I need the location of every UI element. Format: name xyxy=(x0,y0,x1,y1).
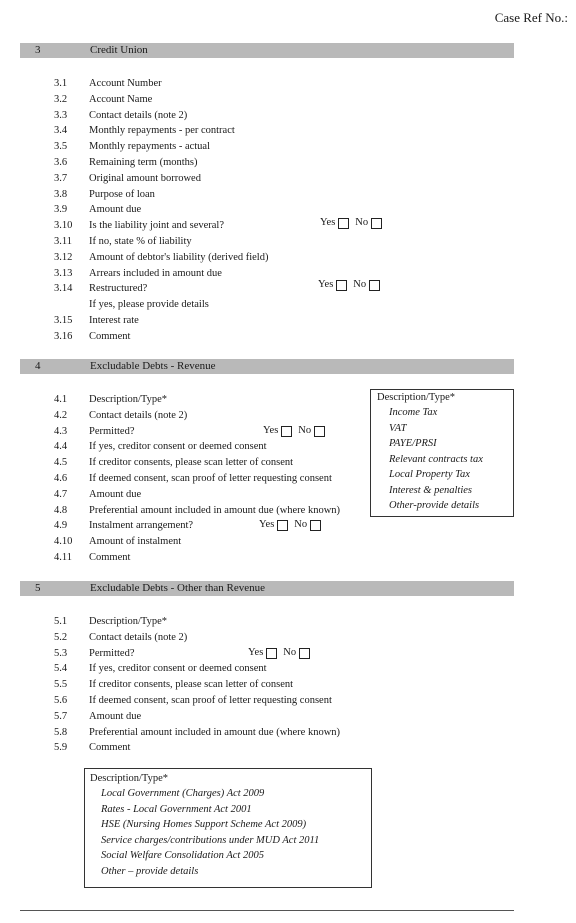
item-label: If no, state % of liability xyxy=(89,236,192,247)
item-number: 4.11 xyxy=(54,552,72,563)
item-number: 5.1 xyxy=(54,616,68,627)
item-label: Preferential amount included in amount due (where known) xyxy=(89,726,341,738)
item-number: 3.8 xyxy=(54,188,68,200)
item-label: Comment xyxy=(89,552,131,563)
item-label: Description/Type* xyxy=(89,394,167,405)
description-type-item: Interest & penalties xyxy=(389,484,473,496)
item-label: Comment xyxy=(89,742,131,754)
item-label: If deemed consent, scan proof of letter requesting consent xyxy=(89,695,332,706)
item-number: 4.5 xyxy=(54,457,68,469)
item-label: Comment xyxy=(89,330,131,342)
instalment-yes-no xyxy=(259,517,327,533)
item-label: If deemed consent, scan proof of letter requesting consent xyxy=(89,473,332,484)
no-checkbox[interactable] xyxy=(314,426,325,437)
item-label: Is the liability joint and several? xyxy=(89,220,225,232)
section-title: Excludable Debts - Revenue xyxy=(90,360,216,372)
item-number: 3.5 xyxy=(54,141,68,153)
item-label: If yes, creditor consent or deemed consent xyxy=(89,663,267,675)
section-3-header xyxy=(20,43,514,58)
item-number: 5.8 xyxy=(54,726,68,738)
item-number: 5.9 xyxy=(54,742,68,754)
restructured-yes-no xyxy=(318,277,386,293)
item-number: 5.5 xyxy=(54,679,68,691)
description-type-item: Social Welfare Consolidation Act 2005 xyxy=(101,850,264,861)
item-label: Permitted? xyxy=(89,647,135,659)
item-label: If creditor consents, please scan letter of consent xyxy=(89,679,294,691)
item-number: 3.16 xyxy=(54,330,73,342)
description-type-list xyxy=(85,786,371,879)
item-label: Permitted? xyxy=(89,425,135,437)
item-label: Contact details (note 2) xyxy=(89,109,188,121)
item-label: Interest rate xyxy=(89,315,139,326)
description-type-list xyxy=(371,405,513,514)
no-label: No xyxy=(353,279,367,290)
yes-checkbox[interactable] xyxy=(281,426,292,437)
description-type-item: Income Tax xyxy=(389,407,438,418)
description-type-item: Rates - Local Government Act 2001 xyxy=(101,803,252,815)
item-number: 4.1 xyxy=(54,394,68,405)
section-number: 4 xyxy=(35,360,41,372)
description-type-header: Description/Type* xyxy=(377,392,455,403)
yes-checkbox[interactable] xyxy=(338,218,349,229)
item-number: 4.10 xyxy=(54,536,73,548)
yes-checkbox[interactable] xyxy=(336,280,347,291)
item-number: 5.4 xyxy=(54,663,68,675)
yes-label: Yes xyxy=(263,425,279,436)
item-number: 3.9 xyxy=(54,204,68,216)
item-label: Amount of debtor's liability (derived field) xyxy=(89,251,269,263)
joint-liability-yes-no xyxy=(320,215,388,231)
yes-checkbox[interactable] xyxy=(277,520,288,531)
no-label: No xyxy=(355,217,369,228)
item-label: If yes, please provide details xyxy=(89,299,209,311)
item-label: Amount due xyxy=(89,710,142,722)
item-label: Purpose of loan xyxy=(89,188,155,200)
no-label: No xyxy=(298,425,312,436)
item-number: 5.3 xyxy=(54,647,68,659)
item-label: Account Number xyxy=(89,78,162,89)
item-label: Monthly repayments - actual xyxy=(89,141,211,153)
no-checkbox[interactable] xyxy=(299,648,310,659)
section-4-header xyxy=(20,359,514,374)
item-number: 3.1 xyxy=(54,78,68,89)
item-number: 3.6 xyxy=(54,157,68,168)
item-label: Account Name xyxy=(89,93,153,105)
item-number: 3.14 xyxy=(54,283,73,295)
description-type-item: Other-provide details xyxy=(389,500,480,511)
description-type-item: Local Government (Charges) Act 2009 xyxy=(101,788,265,799)
item-number: 3.7 xyxy=(54,172,68,184)
item-number: 4.2 xyxy=(54,409,68,421)
item-label: Original amount borrowed xyxy=(89,172,201,184)
item-number: 3.11 xyxy=(54,236,72,247)
item-label: Arrears included in amount due xyxy=(89,267,222,279)
revenue-description-type-box xyxy=(370,389,514,517)
no-checkbox[interactable] xyxy=(371,218,382,229)
item-number: 4.9 xyxy=(54,520,68,532)
section-title: Credit Union xyxy=(90,44,148,56)
section-number: 5 xyxy=(35,582,41,594)
other-description-type-box xyxy=(84,768,372,888)
item-number: 4.4 xyxy=(54,441,68,453)
item-label: Amount due xyxy=(89,488,142,500)
item-label: Description/Type* xyxy=(89,616,167,627)
section-5-header xyxy=(20,581,514,596)
item-number: 5.2 xyxy=(54,631,68,643)
item-label: If yes, creditor consent or deemed consent xyxy=(89,441,267,453)
yes-label: Yes xyxy=(248,647,264,658)
item-number: 4.7 xyxy=(54,488,68,500)
permitted-yes-no xyxy=(248,645,316,661)
item-label: Monthly repayments - per contract xyxy=(89,125,235,137)
section-number: 3 xyxy=(35,44,41,56)
item-number: 3.3 xyxy=(54,109,68,121)
item-number: 3.4 xyxy=(54,125,68,137)
item-number: 5.6 xyxy=(54,695,68,706)
yes-label: Yes xyxy=(318,279,334,290)
description-type-item: Local Property Tax xyxy=(389,469,470,480)
item-label: Amount of instalment xyxy=(89,536,182,548)
case-ref-label: Case Ref No.: xyxy=(494,10,568,25)
item-label: If creditor consents, please scan letter of consent xyxy=(89,457,294,469)
yes-label: Yes xyxy=(320,217,336,228)
item-number: 4.6 xyxy=(54,473,68,484)
item-label: Remaining term (months) xyxy=(89,157,198,168)
item-number: 3.10 xyxy=(54,220,73,232)
item-label: Instalment arrangement? xyxy=(89,520,194,532)
description-type-item: PAYE/PRSI xyxy=(389,438,437,449)
item-label: Preferential amount included in amount due (where known) xyxy=(89,504,341,516)
item-label: Contact details (note 2) xyxy=(89,631,188,643)
description-type-item: Other – provide details xyxy=(101,865,199,877)
description-type-item: HSE (Nursing Homes Support Scheme Act 2009) xyxy=(101,819,307,830)
no-checkbox[interactable] xyxy=(369,280,380,291)
item-number: 4.8 xyxy=(54,504,68,516)
item-label: Amount due xyxy=(89,204,142,216)
item-number: 3.15 xyxy=(54,315,73,326)
item-number: 3.2 xyxy=(54,93,68,105)
section-title: Excludable Debts - Other than Revenue xyxy=(90,582,266,594)
item-number: 5.7 xyxy=(54,710,68,722)
permitted-yes-no xyxy=(263,423,331,439)
description-type-item: Service charges/contributions under MUD Act 2011 xyxy=(101,834,320,846)
yes-checkbox[interactable] xyxy=(266,648,277,659)
description-type-item: Relevant contracts tax xyxy=(389,453,483,465)
item-number: 3.12 xyxy=(54,251,73,263)
description-type-item: VAT xyxy=(389,422,407,434)
item-label: Contact details (note 2) xyxy=(89,409,188,421)
item-number: 4.3 xyxy=(54,425,68,437)
no-label: No xyxy=(283,647,297,658)
description-type-header: Description/Type* xyxy=(90,773,168,784)
item-label: Restructured? xyxy=(89,283,148,295)
no-checkbox[interactable] xyxy=(310,520,321,531)
bottom-divider xyxy=(20,910,514,911)
item-number: 3.13 xyxy=(54,267,73,279)
yes-label: Yes xyxy=(259,519,275,530)
no-label: No xyxy=(294,519,308,530)
